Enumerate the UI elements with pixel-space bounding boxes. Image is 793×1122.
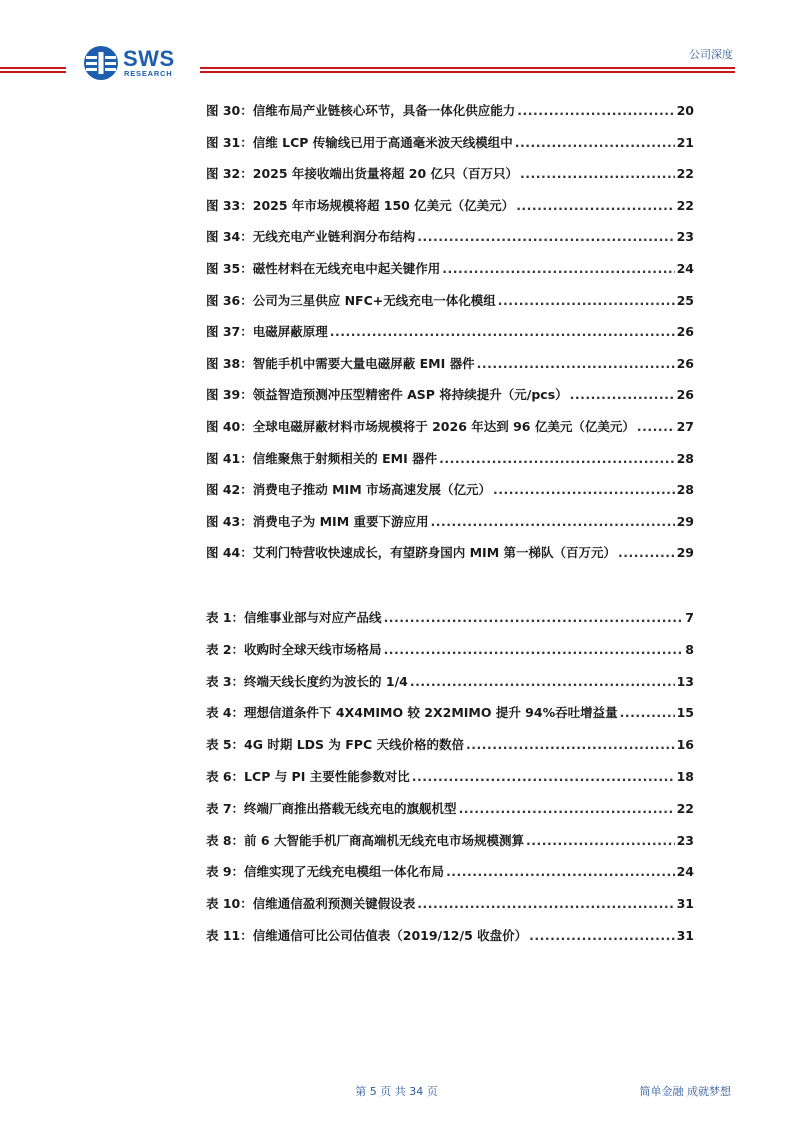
toc-entry[interactable] <box>206 767 694 799</box>
toc-entry[interactable] <box>206 735 694 767</box>
toc-entry-page: 22 <box>676 166 694 182</box>
toc-entry-page: 25 <box>676 292 694 308</box>
logo-subtext: RESEARCH <box>124 69 173 78</box>
toc-entry-label: 图 31：信维 LCP 传输线已用于高通毫米波天线模组中 <box>206 134 513 150</box>
sws-logo <box>83 45 183 81</box>
toc-entry-page: 18 <box>676 768 694 784</box>
toc-entry-label: 图 30：信维布局产业链核心环节，具备一体化供应能力 <box>206 103 516 118</box>
toc-leader <box>384 610 684 625</box>
toc-leader <box>439 451 675 466</box>
toc-entry-page: 22 <box>676 197 694 213</box>
toc-entry[interactable] <box>206 640 694 672</box>
toc-entry-label: 表 2：收购时全球天线市场格局 <box>206 641 382 657</box>
toc-leader <box>493 482 675 497</box>
toc-entry-page: 26 <box>676 324 694 340</box>
toc-entry-label: 表 3：终端天线长度约为波长的 1/4 <box>206 673 408 689</box>
toc-entry[interactable] <box>206 799 694 831</box>
toc-entry[interactable] <box>206 926 694 958</box>
toc-entry-label: 表 4：理想信道条件下 4X4MIMO 较 2X2MIMO 提升 94%吞吐增益量 <box>206 705 618 721</box>
toc-leader <box>410 674 675 689</box>
toc-entry[interactable] <box>206 385 694 417</box>
toc-entry-page: 28 <box>676 450 694 466</box>
toc-entry[interactable] <box>206 608 694 640</box>
toc-leader <box>417 229 674 244</box>
toc-entry[interactable] <box>206 512 694 544</box>
toc-entry-label: 表 11：信维通信可比公司估值表（2019/12/5 收盘价） <box>206 927 528 943</box>
toc-entry[interactable] <box>206 449 694 481</box>
toc-entry-label: 表 8：前 6 大智能手机厂商高端机无线充电市场规模测算 <box>206 832 524 848</box>
toc-entry[interactable] <box>206 831 694 863</box>
toc-leader <box>529 928 674 943</box>
toc-leader <box>498 293 675 308</box>
toc-entry-page: 26 <box>676 355 694 371</box>
toc-leader <box>459 801 675 816</box>
toc-leader <box>515 135 675 150</box>
toc-leader <box>430 514 674 529</box>
toc-entry-label: 图 38：智能手机中需要大量电磁屏蔽 EMI 器件 <box>206 355 475 371</box>
toc-entry-page: 29 <box>676 513 694 529</box>
toc-entry-label: 图 44：艾利门特营收快速成长，有望跻身国内 MIM 第一梯队（百万元） <box>206 545 616 561</box>
toc-entry-page: 26 <box>676 387 694 403</box>
toc-leader <box>618 545 675 560</box>
header-rule <box>200 67 735 69</box>
toc-entry[interactable] <box>206 894 694 926</box>
toc-leader <box>520 166 675 181</box>
toc-leader <box>384 642 684 657</box>
toc-entry-page: 7 <box>685 610 694 625</box>
toc-entry[interactable] <box>206 133 694 165</box>
toc-entry-label: 图 33：2025 年市场规模将超 150 亿美元（亿美元） <box>206 197 515 213</box>
toc-leader <box>412 769 675 784</box>
toc-entry-label: 图 36：公司为三星供应 NFC+无线充电一体化模组 <box>206 292 496 308</box>
toc-entry-page: 13 <box>676 673 694 689</box>
toc-entry-page: 16 <box>676 737 694 753</box>
toc-entry[interactable] <box>206 101 694 133</box>
toc-entry-page: 23 <box>676 229 694 245</box>
toc-entry-label: 图 32：2025 年接收端出货量将超 20 亿只（百万只） <box>206 166 518 182</box>
toc-entry-page: 22 <box>676 800 694 816</box>
toc-leader <box>446 864 675 879</box>
toc-entry-label: 表 1：信维事业部与对应产品线 <box>206 610 382 625</box>
toc-entry[interactable] <box>206 259 694 291</box>
toc-leader <box>620 705 675 720</box>
toc-entry-label: 图 37：电磁屏蔽原理 <box>206 324 328 340</box>
toc-entry[interactable] <box>206 164 694 196</box>
toc-entry-page: 31 <box>676 896 694 912</box>
toc-leader <box>637 419 675 434</box>
table-list <box>206 608 694 958</box>
toc-entry-label: 图 41：信维聚焦于射频相关的 EMI 器件 <box>206 450 438 466</box>
toc-entry-page: 28 <box>676 482 694 498</box>
logo-text: SWS <box>123 46 175 71</box>
toc-leader <box>517 103 674 118</box>
toc-entry-page: 24 <box>676 864 694 880</box>
toc-entry-page: 21 <box>676 134 694 150</box>
toc-leader <box>516 198 674 213</box>
toc-entry-page: 24 <box>676 260 694 276</box>
toc-leader <box>477 356 675 371</box>
toc-entry[interactable] <box>206 291 694 323</box>
toc-leader <box>417 896 674 911</box>
toc-entry-page: 8 <box>685 641 694 657</box>
toc-entry[interactable] <box>206 354 694 386</box>
toc-entry-page: 20 <box>676 103 694 118</box>
footer-page-info: 第 5 页 共 34 页 <box>355 1085 438 1098</box>
toc-entry-page: 23 <box>676 832 694 848</box>
toc-leader <box>330 324 675 339</box>
toc-entry[interactable] <box>206 417 694 449</box>
toc-entry-label: 表 6：LCP 与 PI 主要性能参数对比 <box>206 768 410 784</box>
toc-leader <box>466 737 675 752</box>
toc-entry-page: 15 <box>676 705 694 721</box>
toc-entry-label: 图 40：全球电磁屏蔽材料市场规模将于 2026 年达到 96 亿美元（亿美元） <box>206 418 635 434</box>
footer-slogan: 简单金融 成就梦想 <box>639 1085 731 1098</box>
toc-entry[interactable] <box>206 672 694 704</box>
toc-entry[interactable] <box>206 543 694 575</box>
toc-entry[interactable] <box>206 862 694 894</box>
toc-entry-label: 图 34：无线充电产业链利润分布结构 <box>206 229 416 245</box>
toc-leader <box>570 387 675 402</box>
toc-entry[interactable] <box>206 322 694 354</box>
toc-entry[interactable] <box>206 703 694 735</box>
figure-list <box>206 101 694 575</box>
toc-entry-page: 27 <box>676 418 694 434</box>
toc-entry-label: 图 39：领益智造预测冲压型精密件 ASP 将持续提升（元/pcs） <box>206 387 568 403</box>
header-rule <box>200 71 735 73</box>
toc-entry-label: 图 35：磁性材料在无线充电中起关键作用 <box>206 260 441 276</box>
toc-entry[interactable] <box>206 227 694 259</box>
toc-entry-label: 表 10：信维通信盈利预测关键假设表 <box>206 896 416 912</box>
header-rule <box>0 67 66 69</box>
toc-entry[interactable] <box>206 480 694 512</box>
toc-entry[interactable] <box>206 196 694 228</box>
toc-entry-label: 表 7：终端厂商推出搭载无线充电的旗舰机型 <box>206 800 457 816</box>
toc-leader <box>442 261 674 276</box>
toc-entry-label: 表 9：信维实现了无线充电模组一体化布局 <box>206 864 445 880</box>
header-tag: 公司深度 <box>689 48 733 61</box>
toc-leader <box>526 833 675 848</box>
header-rule <box>0 71 66 73</box>
toc-entry-label: 表 5：4G 时期 LDS 为 FPC 天线价格的数倍 <box>206 737 464 753</box>
sws-globe-icon <box>83 45 119 81</box>
toc-entry-page: 29 <box>676 545 694 561</box>
toc-entry-page: 31 <box>676 927 694 943</box>
toc-entry-label: 图 43：消费电子为 MIM 重要下游应用 <box>206 513 429 529</box>
toc-entry-label: 图 42：消费电子推动 MIM 市场高速发展（亿元） <box>206 482 491 498</box>
